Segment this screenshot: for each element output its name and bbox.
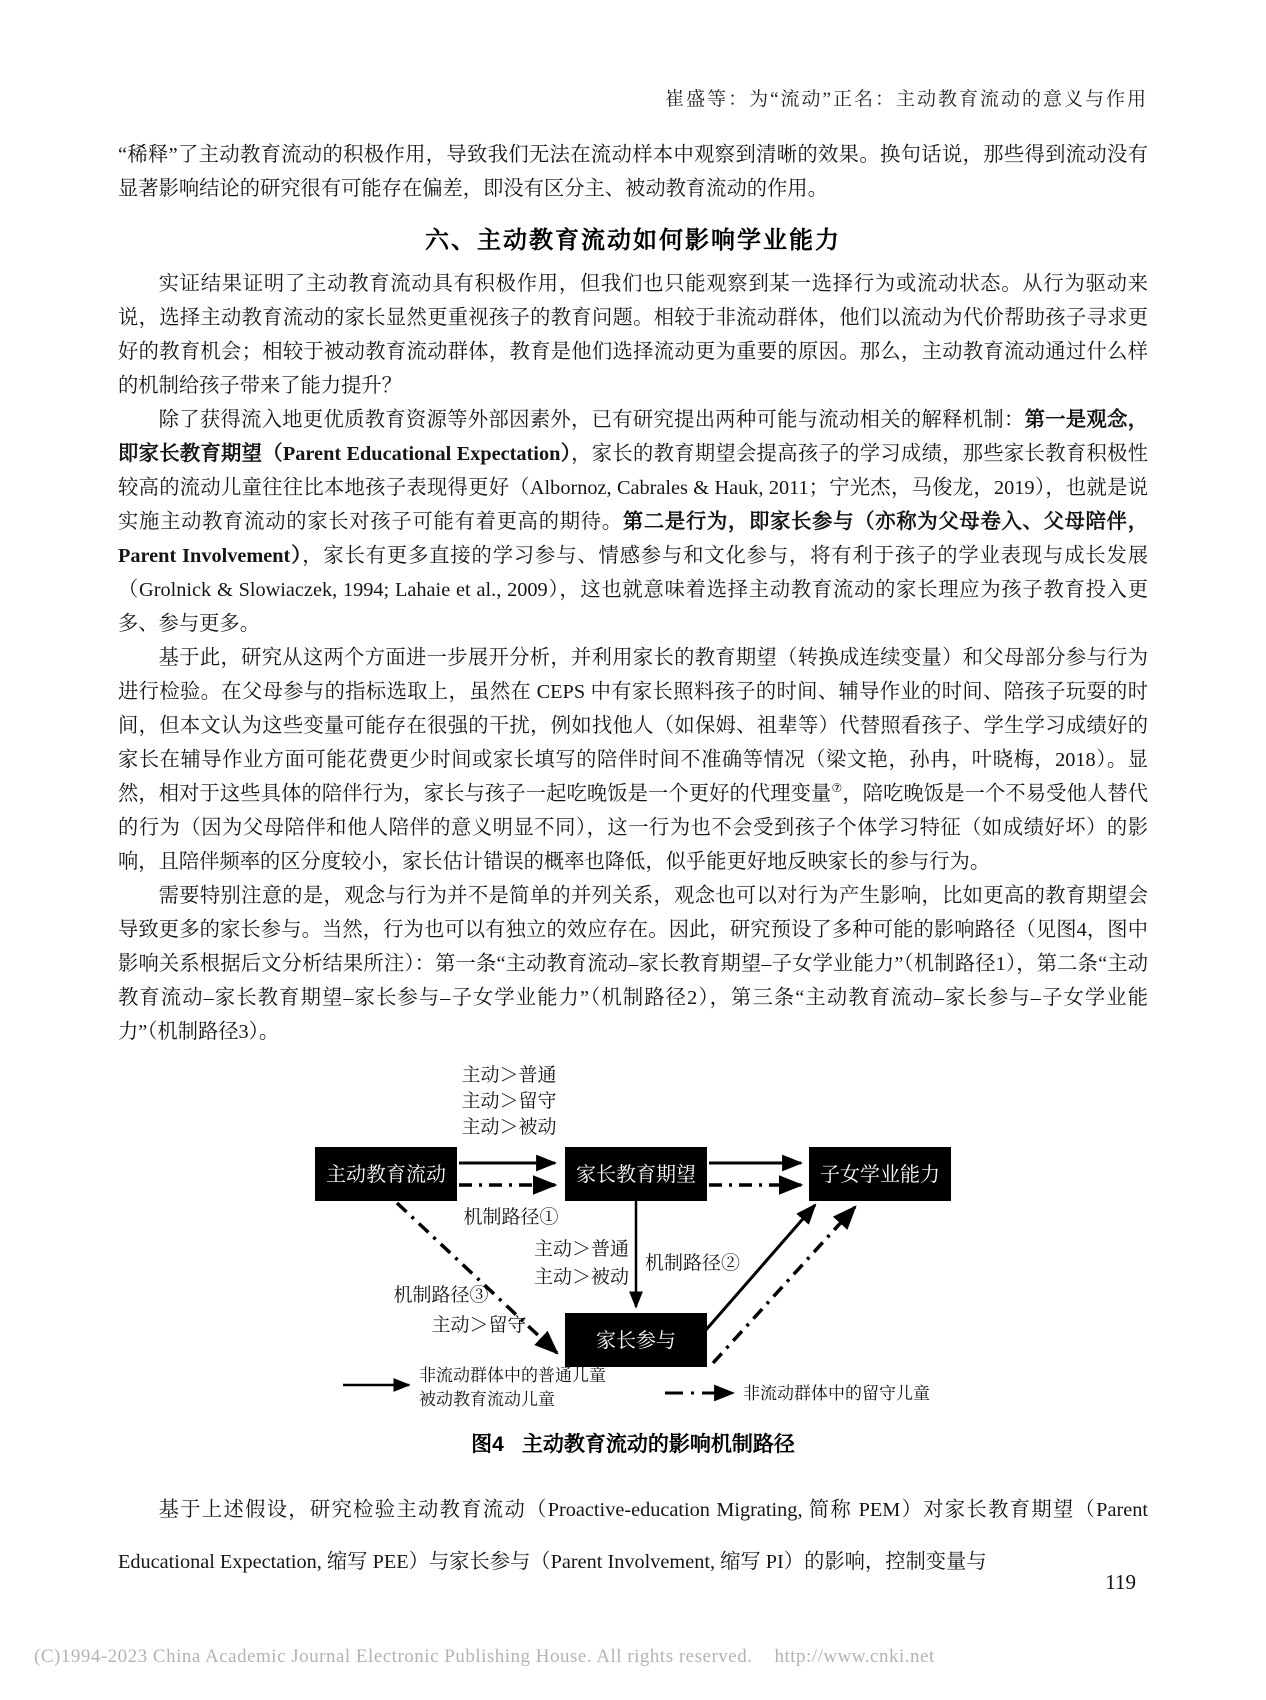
running-header: 崔盛等：为“流动”正名：主动教育流动的意义与作用 xyxy=(665,89,1148,110)
cnki-url: http://www.cnki.net xyxy=(774,1646,935,1667)
arrow-dashdot-pi-to-ability xyxy=(713,1207,855,1363)
paragraph-paths: 需要特别注意的是，观念与行为并不是简单的并列关系，观念也可以对行为产生影响，比如更高的教育期望会导致更多的家长参与。当然，行为也可以有独立的效应存在。因此，研究预设了多种可能的影响路径（见图4，图中影响关系根据后文分析结果所注）：第一条“主动教育流动–家长教育期望–子女学业能力”（机制路径1），第二条“主动教育流动–家长教育期望–家长参与–子女学业能力”（机制路径2），第三条“主动教育流动–家长参与–子女学业能力”（机制路径3）。 xyxy=(118,885,1148,1043)
text-run: 除了获得流入地更优质教育资源等外部因素外，已有研究提出两种可能与流动相关的解释机制： xyxy=(158,409,1025,431)
figure-4 xyxy=(118,1063,1148,1458)
label-active-gt-ordinary-top: 主动＞普通 xyxy=(461,1065,557,1086)
box-parent-involvement-label: 家长参与 xyxy=(596,1330,676,1352)
paragraph-mechanism xyxy=(118,403,1148,641)
paragraph-intro: “稀释”了主动教育流动的积极作用，导致我们无法在流动样本中观察到清晰的效果。换句话说，那些得到流动没有显著影响结论的研究很有可能存在偏差，即没有区分主、被动教育流动的作用。 xyxy=(118,144,1148,200)
label-mechanism-path-3: 机制路径③ xyxy=(393,1285,489,1306)
section-heading: 六、主动教育流动如何影响学业能力 xyxy=(425,227,841,254)
mechanism-path-diagram xyxy=(313,1063,953,1413)
paragraph-empirical: 实证结果证明了主动教育流动具有积极作用，但我们也只能观察到某一选择行为或流动状态。从行为驱动来说，选择主动教育流动的家长显然更重视孩子的教育问题。相较于非流动群体，他们以流动为代价帮助孩子寻求更好的教育机会；相较于被动教育流动群体，教育是他们选择流动更为重要的原因。那么，主动教育流动通过什么样的机制给孩子带来了能力提升？ xyxy=(118,273,1148,397)
text-run: 基于此，研究从这两个方面进一步展开分析，并利用家长的教育期望（转换成连续变量）和父母部分参与行为进行检验。在父母参与的指标选取上，虽然在 CEPS 中有家长照料孩子的时间、辅导作业的时间、陪孩子玩耍的时间，但本文认为这些变量可能存在很强的干扰，例如找他人（如保姆、祖辈等）代替照看孩子、学生学习成绩好的家长在辅导作业方面可能花费更少时间或家长填写的陪伴时间不准确等情况（梁文艳，孙冉，叶晓梅，2018）。显然，相对于这些具体的陪伴行为，家长与孩子一起吃晚饭是一个更好的代理变量 xyxy=(118,647,1148,805)
legend-solid-label-line2: 被动教育流动儿童 xyxy=(419,1390,555,1409)
copyright-line xyxy=(34,1646,935,1668)
text-run: ，陪吃晚饭是一个不易受他人替代的行为（因为父母陪伴和他人陪伴的意义明显不同），这一行为也不会受到孩子个体学习特征（如成绩好坏）的影响，且陪伴频率的区分度较小，家长估计错误的概率也降低，似乎能更好地反映家长的参与行为。 xyxy=(118,783,1148,873)
box-parent-educational-expectation-label: 家长教育期望 xyxy=(576,1164,696,1186)
label-active-gt-passive-top: 主动＞被动 xyxy=(461,1117,557,1138)
text-run: ，家长的教育期望会提高孩子的学习成绩，那些家长教育积极性较高的流动儿童往往比本地孩子表现得更好（Albornoz, Cabrales & Hauk, 2011；宁光杰，马俊龙，2019），也就是说实施主动教育流动的家长对孩子可能有着更高的期待。 xyxy=(118,443,1148,533)
bold-run-expectation: 第一是观念，即家长教育期望（Parent Educational Expectation） xyxy=(118,409,1148,465)
label-active-gt-leftbehind-mid: 主动＞留守 xyxy=(431,1315,527,1336)
article-body xyxy=(118,138,1148,1588)
copyright-text: (C)1994-2023 China Academic Journal Electronic Publishing House. All rights reserved. xyxy=(34,1646,753,1667)
label-mechanism-path-1: 机制路径① xyxy=(463,1207,559,1228)
figure-caption xyxy=(118,1428,1148,1458)
bold-run-involvement: 第二是行为，即家长参与（亦称为父母卷入、父母陪伴，Parent Involvement） xyxy=(118,511,1148,567)
paragraph-closing: 基于上述假设，研究检验主动教育流动（Proactive-education Migrating, 简称 PEM）对家长教育期望（Parent Educational Expectation, 缩写 PEE）与家长参与（Parent Involvement, 缩写 PI）的影响，控制变量与 xyxy=(118,1499,1148,1573)
box-proactive-education-migration-label: 主动教育流动 xyxy=(326,1164,446,1186)
legend-solid-label-line1: 非流动群体中的普通儿童 xyxy=(419,1366,606,1385)
legend-dashdot-label: 非流动群体中的留守儿童 xyxy=(743,1384,930,1403)
label-active-gt-passive-mid: 主动＞被动 xyxy=(533,1267,629,1288)
label-mechanism-path-2: 机制路径② xyxy=(645,1253,741,1274)
box-children-academic-ability-label: 子女学业能力 xyxy=(820,1164,940,1186)
figure-caption-title: 主动教育流动的影响机制路径 xyxy=(521,1433,795,1456)
text-run: ，家长有更多直接的学习参与、情感参与和文化参与，将有利于孩子的学业表现与成长发展（Grolnick & Slowiaczek, 1994; Lahaie et al., 2009），这也就意味着选择主动教育流动的家长理应为孩子教育投入更多、参与更多。 xyxy=(118,545,1148,635)
label-active-gt-leftbehind-top: 主动＞留守 xyxy=(461,1091,557,1112)
page-number: 119 xyxy=(1105,1570,1136,1594)
figure-caption-number: 图4 xyxy=(471,1433,504,1456)
footnote-marker-7: ⑦ xyxy=(831,781,843,796)
paragraph-proxy xyxy=(118,641,1148,879)
label-active-gt-ordinary-mid: 主动＞普通 xyxy=(533,1239,629,1260)
